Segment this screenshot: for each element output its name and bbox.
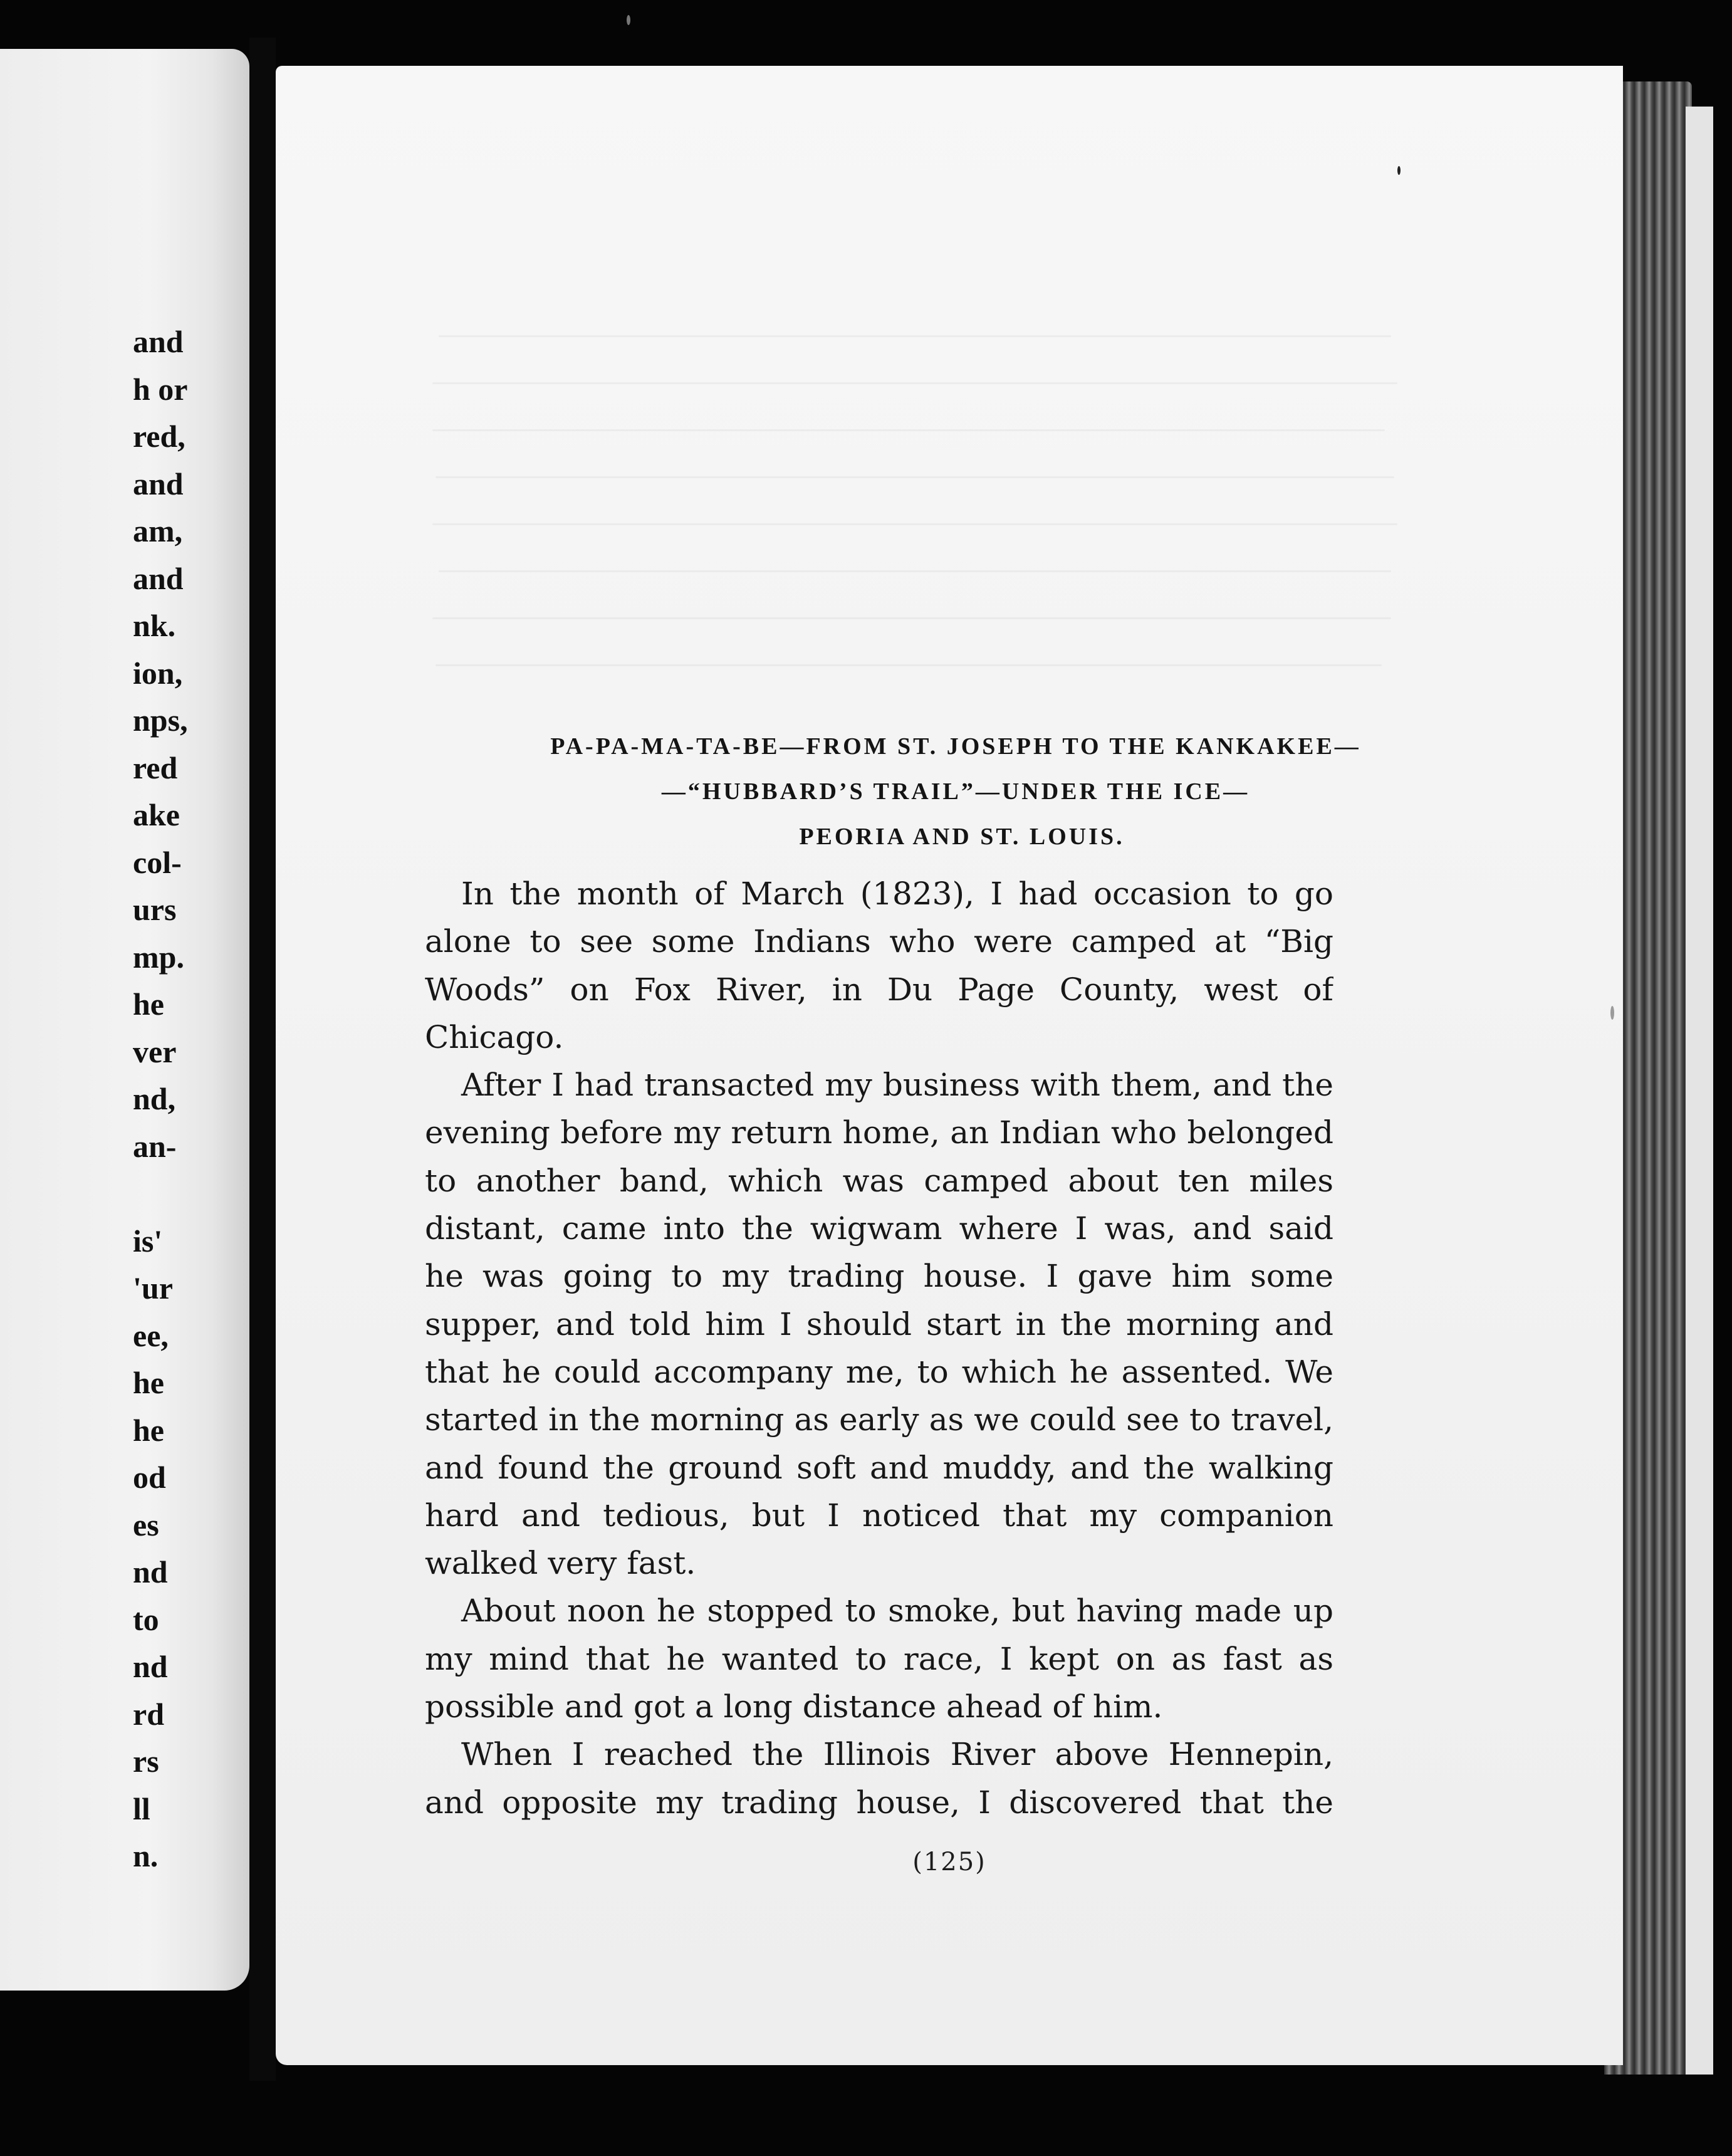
text-line: walked very fast. [425, 1545, 696, 1582]
paragraph [425, 870, 1333, 1061]
left-fragment: red [133, 750, 178, 785]
heading-line: —“HUBBARD’S TRAIL”—UNDER THE ICE— [661, 778, 1250, 805]
left-fragment: he [133, 986, 164, 1022]
page-edge-light [1686, 107, 1713, 2075]
dust-speck [627, 15, 630, 25]
left-fragment: nps, [133, 703, 188, 738]
left-fragment: to [133, 1601, 159, 1637]
text-line: Chicago. [425, 1018, 564, 1055]
left-fragment: n. [133, 1838, 159, 1873]
bleed-through-line [436, 476, 1394, 478]
book-gutter [249, 38, 276, 2081]
text-line: supper, and told him I should start in the morning and [425, 1306, 1333, 1342]
left-fragment: is' [133, 1223, 163, 1259]
text-line: hard and tedious, but I noticed that my companion [425, 1497, 1333, 1534]
left-fragment: an- [133, 1128, 177, 1164]
left-fragment: 'ur [133, 1270, 173, 1306]
main-page [276, 66, 1623, 2065]
bleed-through-line [439, 570, 1391, 572]
text-line: Woods” on Fox River, in Du Page County, west of [425, 971, 1333, 1008]
left-fragment: he [133, 1412, 164, 1448]
bleed-through-line [432, 617, 1391, 619]
left-fragment [133, 1170, 233, 1218]
text-line: alone to see some Indians who were camped at “Big [425, 923, 1333, 960]
left-fragment: es [133, 1507, 159, 1542]
page-number: (125) [912, 1848, 986, 1876]
left-fragment: od [133, 1460, 166, 1495]
left-fragment: red, [133, 419, 185, 454]
left-fragment: nd, [133, 1081, 176, 1116]
bleed-through-line [432, 382, 1397, 384]
text-line: After I had transacted my business with them, and the [461, 1067, 1333, 1104]
left-fragment: ver [133, 1034, 177, 1069]
left-page-text-fragments [133, 318, 233, 1880]
left-fragment: ll [133, 1791, 150, 1826]
bleed-through-line [436, 664, 1382, 666]
left-fragment: col- [133, 844, 182, 880]
left-fragment: ion, [133, 655, 183, 691]
bleed-through-line [439, 335, 1391, 337]
left-fragment: urs [133, 892, 177, 927]
text-line: my mind that he wanted to race, I kept on as fast as [425, 1640, 1333, 1677]
text-line: he was going to my trading house. I gave him some [425, 1258, 1333, 1295]
text-line: About noon he stopped to smoke, but having made up [461, 1593, 1333, 1630]
left-fragment: and [133, 560, 184, 596]
left-fragment: rd [133, 1696, 164, 1732]
dust-speck [1397, 166, 1401, 175]
left-fragment: nd [133, 1554, 168, 1589]
heading-line: PEORIA AND ST. LOUIS. [799, 824, 1125, 850]
text-line: evening before my return home, an Indian who belonged [425, 1114, 1333, 1151]
left-fragment: am, [133, 513, 183, 548]
left-fragment: nk. [133, 608, 176, 643]
left-facing-page [0, 49, 249, 1991]
left-fragment: rs [133, 1744, 159, 1779]
text-line: started in the morning as early as we could see to travel, [425, 1401, 1333, 1438]
bleed-through-line [432, 523, 1397, 525]
body-text [425, 870, 1333, 1826]
left-fragment: and [133, 466, 184, 501]
text-line: and opposite my trading house, I discovered that the [425, 1784, 1333, 1821]
left-fragment: h or [133, 371, 188, 407]
text-line: to another band, which was camped about ten miles [425, 1162, 1333, 1199]
text-line: that he could accompany me, to which he assented. We [425, 1353, 1333, 1390]
dust-speck [1610, 1006, 1614, 1020]
text-line: In the month of March (1823), I had occasion to go [461, 876, 1333, 912]
left-fragment: and [133, 324, 184, 359]
heading-line: PA-PA-MA-TA-BE—FROM ST. JOSEPH TO THE KANKAKEE— [550, 733, 1361, 760]
left-fragment: mp. [133, 939, 184, 975]
left-fragment: ee, [133, 1317, 169, 1353]
chapter-heading [426, 724, 1485, 859]
text-line: distant, came into the wigwam where I was, and said [425, 1210, 1333, 1247]
left-fragment: nd [133, 1649, 168, 1684]
paragraph [425, 1061, 1333, 1587]
text-line: and found the ground soft and muddy, and the walking [425, 1449, 1333, 1486]
paragraph [425, 1587, 1333, 1730]
left-fragment: he [133, 1365, 164, 1400]
text-line: possible and got a long distance ahead of him. [425, 1688, 1163, 1725]
left-fragment: ake [133, 797, 180, 832]
bleed-through-line [432, 429, 1385, 431]
paragraph [425, 1730, 1333, 1826]
text-line: When I reached the Illinois River above Hennepin, [461, 1736, 1333, 1773]
